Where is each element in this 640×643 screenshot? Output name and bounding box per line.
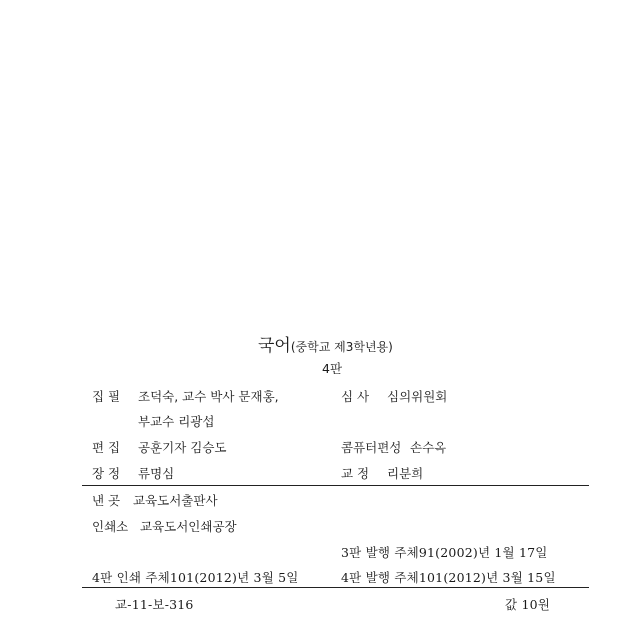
typesetting-label: 콤퓨터편성 [341, 440, 402, 455]
price: 값 10원 [505, 597, 551, 612]
design-label: 장 정 [92, 466, 121, 481]
book-title-subtitle: (중학교 제3학년용) [290, 340, 393, 354]
book-title-main: 국어 [258, 336, 291, 356]
third-edition-issue-date: 3판 발행 주체91(2002)년 1월 17일 [341, 545, 548, 560]
editor-value: 공훈기자 김승도 [138, 440, 227, 455]
proofreading-label: 교 정 [341, 466, 370, 481]
book-title [258, 331, 393, 356]
authors-line-2: 부교수 리광섭 [138, 414, 215, 429]
catalog-number: 교-11-보-316 [115, 597, 194, 612]
publisher-value: 교육도서출판사 [133, 493, 218, 508]
edition-label: 4판 [322, 361, 343, 376]
typesetting-value: 손수옥 [410, 440, 447, 455]
publisher-label: 낸 곳 [92, 493, 121, 508]
authors-line-1: 조덕숙, 교수 박사 문재홍, [138, 389, 279, 404]
design-value: 류명심 [138, 466, 175, 481]
review-label: 심 사 [341, 389, 370, 404]
proofreading-value: 리분희 [387, 466, 424, 481]
authors-label: 집 필 [92, 389, 121, 404]
printer-value: 교육도서인쇄공장 [140, 519, 237, 534]
review-value: 심의위원회 [387, 389, 448, 404]
divider-bottom [82, 587, 589, 588]
printer-label: 인쇄소 [92, 519, 129, 534]
fourth-edition-print-date: 4판 인쇄 주체101(2012)년 3월 5일 [92, 570, 299, 585]
fourth-edition-issue-date: 4판 발행 주체101(2012)년 3월 15일 [341, 570, 556, 585]
divider-top [82, 485, 589, 486]
editor-label: 편 집 [92, 440, 121, 455]
